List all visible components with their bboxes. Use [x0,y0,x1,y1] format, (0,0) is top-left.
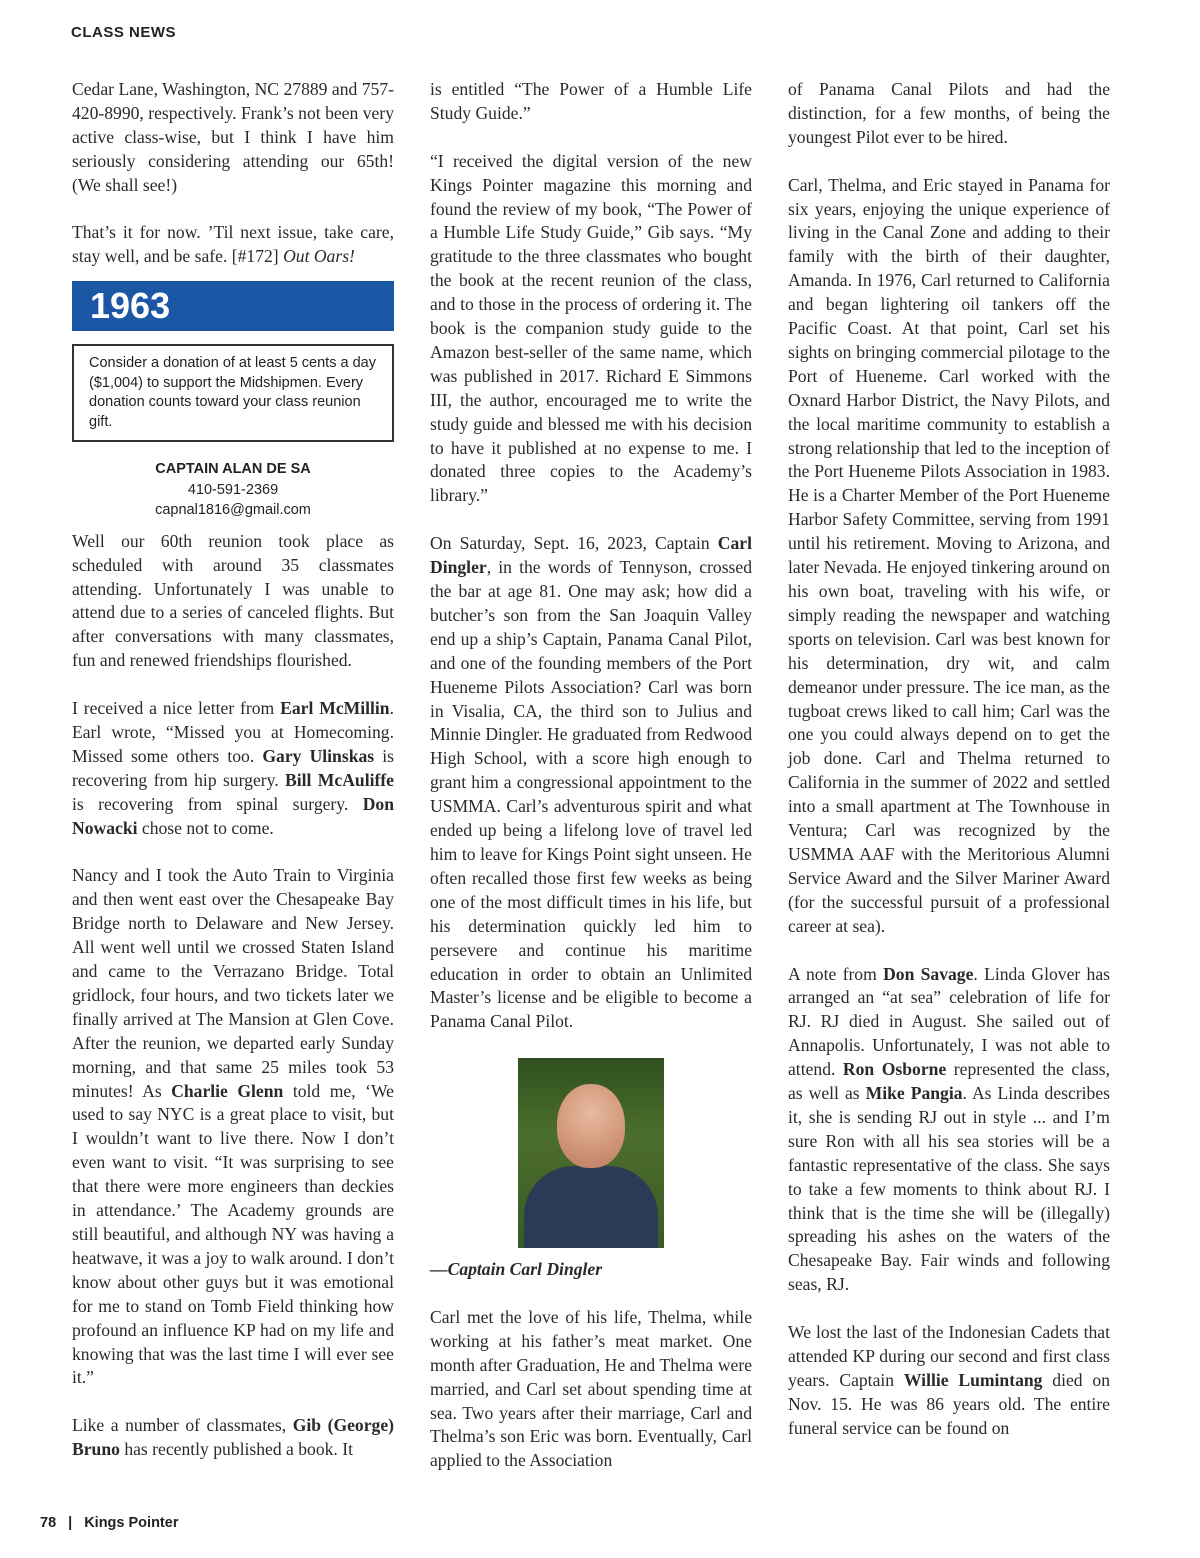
paragraph: Well our 60th reunion took place as scheduled with around 35 classmates attending. Unfortunately I was unable to attend due to a series of canceled flights. But after conversations with many classmates, fun and renewed friendships flourished. [72,530,394,671]
paragraph: Carl met the love of his life, Thelma, while working at his father’s meat market. One month after Graduation, He and Thelma were married, and Carl set about spending time at sea. Two years after their marriage, Carl and Thelma’s son Eric was born. Eventually, Carl applied to the Association [430,1306,752,1471]
person-name: Gary Ulinskas [262,745,375,766]
signoff: Out Oars! [283,246,355,267]
class-year-banner: 1963 [72,281,394,331]
page-footer [40,1515,178,1531]
footer-separator: | [68,1515,73,1531]
person-name: Earl McMillin [280,698,390,719]
person-name: Don Nowacki [72,793,394,838]
portrait-head [557,1084,625,1168]
person-name: Willie Lumintang [903,1369,1043,1390]
person-name: Charlie Glenn [171,1080,284,1101]
paragraph: Cedar Lane, Washington, NC 27889 and 757-420-8990, respectively. Frank’s not been very active class-wise, but I think I have him seriously considering attending our 65th! (We shall see!) [72,79,394,195]
paragraph: is entitled “The Power of a Humble Life Study Guide.” [430,79,752,123]
publication-name: Kings Pointer [84,1515,179,1531]
person-name: Bill McAuliffe [285,769,394,790]
person-name: Gib (George) Bruno [72,1415,395,1460]
donation-box: Consider a donation of at least 5 cents a day ($1,004) to support the Midshipmen. Every donation counts toward your class reunion gift. [72,344,394,442]
paragraph: We lost the last of the Indonesian Cadets that attended KP during our second and first class years. Captain Willie Lumintang died on Nov. 15. He was 86 years old. The entire funeral service can be found on [788,1322,1111,1438]
column-2 [430,78,752,1473]
correspondent-phone: 410-591-2369 [187,481,279,498]
paragraph: Nancy and I took the Auto Train to Virginia and then went east over the Chesapeake Bay Bridge north to Delaware and New Jersey. All went well until we crossed Staten Island and came to the Verrazano Bridge. Total gridlock, four hours, and two tickets later we finally arrived at The Mansion at Glen Cove. After the reunion, we departed early Sunday morning, and that same 25 miles took 53 minutes! As Charlie Glenn told me, ‘We used to say NYC is a great place to visit, but I wouldn’t want to live there. Now I don’t even want to visit. “It was surprising to see that there were more engineers than deckies in attendance.’ The Academy grounds are still beautiful, and although NY was having a heatwave, it was a joy to walk around. I don’t know about other guys but it was emotional for me to stand on Tomb Field thinking how profound an influence KP had on my life and knowing that was the last time I will ever see it.” [72,865,394,1388]
person-name: Don Savage [883,963,974,984]
paragraph: “I received the digital version of the new Kings Pointer magazine this morning and found the review of my book, “The Power of a Humble Life Study Guide,” Gib says. “My gratitude to the three classmates who bought the book at the recent reunion of the class, and to those in the process of ordering it. The book is the companion study guide to the Amazon best-seller of the same name, which was published in 2017. Richard E Simmons III, the author, encouraged me to write the study guide and blessed me with his decision to have it published at no expense to me. I donated three copies to the Academy’s library.” [430,150,752,506]
class-correspondent [72,459,394,521]
column-1 [72,78,394,1462]
column-3 [788,78,1110,1441]
photo-caption: —Captain Carl Dingler [430,1259,603,1280]
section-label: CLASS NEWS [71,24,177,41]
person-name: Mike Pangia [865,1083,963,1104]
person-name: Ron Osborne [842,1059,947,1080]
paragraph: A note from Don Savage. Linda Glover has arranged an “at sea” celebration of life for RJ. RJ died in August. She sailed out of Annapolis. Unfortunately, I was not able to attend. Ron Osborne represented the class, as well as Mike Pangia. As Linda describes it, she is sending RJ out in style ... and I’m sure Ron with all his sea stories will be a fantastic representative of the class. She says to take a few moments to think about RJ. I think that is the time she will be (illegally) spreading his ashes on the waters of the Chesapeake Bay. Fair winds and following seas, RJ. [788,963,1110,1295]
person-name: Carl Dingler [430,533,752,578]
page-number: 78 [40,1515,57,1531]
correspondent-email: capnal1816@gmail.com [155,502,311,519]
paragraph: On Saturday, Sept. 16, 2023, Captain Carl Dingler, in the words of Tennyson, crossed the bar at age 81. One may ask; how did a butcher’s son from the San Joaquin Valley end up a ship’s Captain, Panama Canal Pilot, and one of the founding members of the Port Hueneme Pilots Association? Carl was born in Visalia, CA, the third son to Julius and Minnie Dingler. He graduated from Redwood High School, with a score high enough to grant him a congressional appointment to the USMMA. Carl’s adventurous spirit and what ended up being a lifelong love of travel led him to leave for Kings Point sight unseen. He often recalled those first few weeks as being one of the most difficult times in his life, but his determination quickly led him to persevere and continue his maritime education in order to obtain an Unlimited Master’s license and be eligible to become a Panama Canal Pilot. [430,533,752,1032]
paragraph [72,221,394,269]
paragraph: of Panama Canal Pilots and had the distinction, for a few months, of being the youngest Pilot ever to be hired. [788,79,1110,147]
paragraph: Carl, Thelma, and Eric stayed in Panama for six years, enjoying the unique experience of living in the Canal Zone and adding to their family with the birth of their daughter, Amanda. In 1976, Carl returned to California and began lightering oil tankers off the Pacific Coast. At that point, Carl set his sights on bringing commercial pilotage to the Port of Hueneme. Carl worked with the Oxnard Harbor District, the Navy Pilots, and the local maritime community to establish a strong relationship that led to the inception of the Port Hueneme Pilots Association in 1983. He is a Charter Member of the Port Hueneme Harbor Safety Committee, serving from 1991 until his retirement. Moving to Arizona, and later Nevada. He enjoyed tinkering around on his own boat, traveling with his wife, or simply reading the newspaper and watching sports on television. Carl was best known for his determination, dry wit, and calm demeanor under pressure. The ice man, as the tugboat crews liked to call him; Carl was the one you could always depend on to get the job done. Carl and Thelma returned to California in the summer of 2022 and settled into a small apartment at The Townhouse in Ventura; Carl was recognized by the USMMA AAF with the Meritorious Alumni Service Award and the Silver Mariner Award (for the successful pursuit of a professional career at sea). [788,174,1110,936]
portrait-photo [518,1058,664,1248]
paragraph: I received a nice letter from Earl McMillin. Earl wrote, “Missed you at Homecoming. Missed some others too. Gary Ulinskas is recovering from hip surgery. Bill McAuliffe is recovering from spinal surgery. Don Nowacki chose not to come. [72,698,394,838]
portrait-shirt [524,1166,658,1248]
paragraph: Like a number of classmates, Gib (George) Bruno has recently published a book. It [72,1415,395,1460]
paragraph-text: That’s it for now. ’Til next issue, take care, stay well, and be safe. [#172] [72,222,394,267]
correspondent-name: CAPTAIN ALAN DE SA [155,461,311,478]
